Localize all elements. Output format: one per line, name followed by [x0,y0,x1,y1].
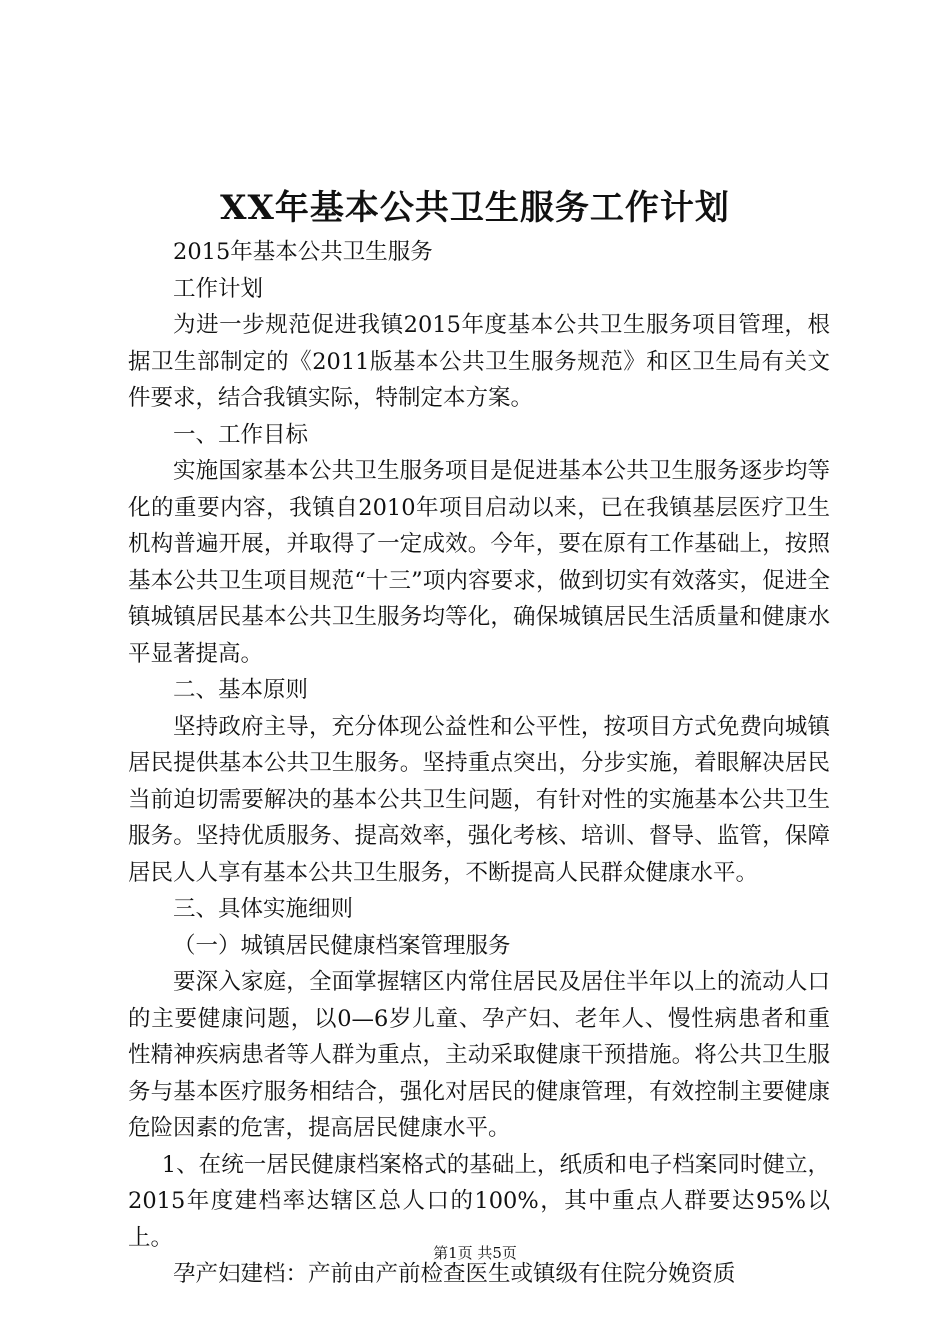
paragraph-item-1: 1、在统一居民健康档案格式的基础上，纸质和电子档案同时健立，2015年度建档率达辖区总人口的100%，其中重点人群要达95%以上。 [128,1151,830,1251]
page-footer: 第1页 共5页 [433,1244,517,1262]
section-heading-goals: 一、工作目标 [173,421,309,448]
paragraph-principles: 坚持政府主导，充分体现公益性和公平性，按项目方式免费向城镇居民提供基本公共卫生服务。坚持重点突出，分步实施，着眼解决居民当前迫切需要解决的基本公共卫生问题，有针对性的实施基本公共卫生服务。坚持优质服务、提高效率，强化考核、培训、督导、监管，保障居民人人享有基本公共卫生服务，不断提高人民群众健康水平。 [128,713,830,886]
paragraph-subtitle-2: 工作计划 [173,275,264,302]
paragraph-maternal-records: 孕产妇建档：产前由产前检查医生或镇级有住院分娩资质 [173,1261,736,1287]
paragraph-health-records: 要深入家庭，全面掌握辖区内常住居民及居住半年以上的流动人口的主要健康问题，以0—6岁儿童、孕产妇、老年人、慢性病患者和重性精神疾病患者等人群为重点，主动采取健康干预措施。将公共卫生服务与基本医疗服务相结合，强化对居民的健康管理，有效控制主要健康危险因素的危害，提高居民健康水平。 [128,969,830,1141]
section-heading-principles: 二、基本原则 [173,677,309,703]
document-body [128,234,830,1293]
subsection-heading-health-records: （一）城镇居民健康档案管理服务 [173,932,511,959]
paragraph-intro: 为进一步规范促进我镇2015年度基本公共卫生服务项目管理，根据卫生部制定的《2011版基本公共卫生服务规范》和区卫生局有关文件要求，结合我镇实际，特制定本方案。 [128,312,830,411]
section-heading-implementation: 三、具体实施细则 [173,896,354,922]
document-title: XX年基本公共卫生服务工作计划 [220,188,730,228]
paragraph-subtitle: 2015年基本公共卫生服务 [173,239,433,265]
paragraph-goals: 实施国家基本公共卫生服务项目是促进基本公共卫生服务逐步均等化的重要内容，我镇自2010年项目启动以来，已在我镇基层医疗卫生机构普遍开展，并取得了一定成效。今年，要在原有工作基础上，按照基本公共卫生项目规范“十三”项内容要求，做到切实有效落实，促进全镇城镇居民基本公共卫生服务均等化，确保城镇居民生活质量和健康水平显著提高。 [128,458,830,667]
